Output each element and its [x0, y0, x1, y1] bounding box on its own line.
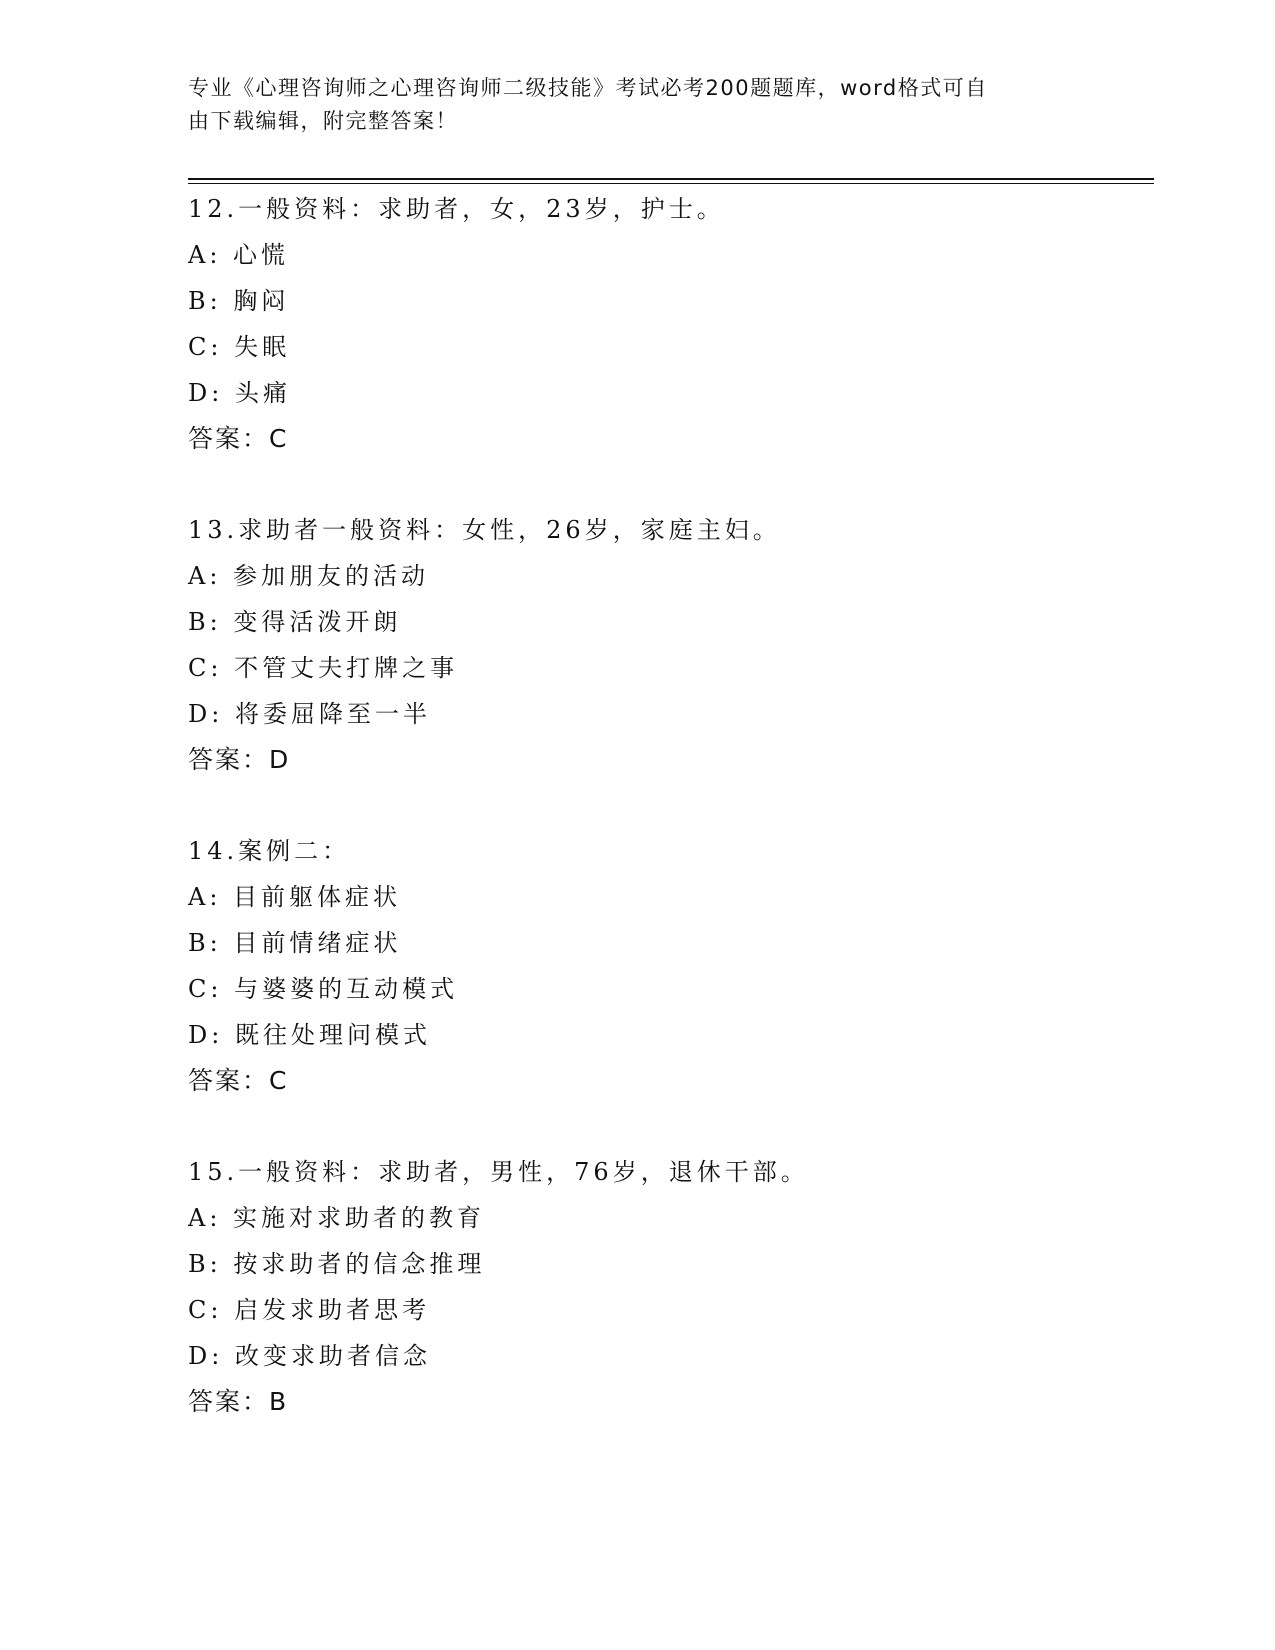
answer-line: 答案：C — [188, 1066, 289, 1095]
option-d: D: 改变求助者信念 — [188, 1342, 431, 1370]
answer-line: 答案：B — [188, 1387, 289, 1416]
question-13 — [188, 507, 1148, 783]
answer-line: 答案：D — [188, 745, 291, 774]
document-header — [188, 72, 1068, 138]
option-c: C: 与婆婆的互动模式 — [188, 975, 459, 1003]
option-a: A: 参加朋友的活动 — [188, 562, 430, 590]
question-15 — [188, 1149, 1148, 1425]
option-d: D: 头痛 — [188, 379, 291, 407]
option-b: B: 胸闷 — [188, 287, 290, 315]
option-c: C: 启发求助者思考 — [188, 1296, 431, 1324]
option-c: C: 不管丈夫打牌之事 — [188, 654, 459, 682]
header-line-2: 由下载编辑，附完整答案！ — [188, 109, 458, 133]
option-b: B: 按求助者的信念推理 — [188, 1250, 486, 1278]
option-d: D: 将委屈降至一半 — [188, 700, 431, 728]
option-c: C: 失眠 — [188, 333, 291, 361]
option-b: B: 目前情绪症状 — [188, 929, 402, 957]
question-12 — [188, 186, 1148, 462]
question-stem: 15.一般资料：求助者，男性，76岁，退休干部。 — [188, 1158, 809, 1186]
question-stem: 14.案例二： — [188, 837, 351, 865]
option-a: A: 实施对求助者的教育 — [188, 1204, 486, 1232]
option-a: A: 心慌 — [188, 241, 290, 269]
header-line-1: 专业《心理咨询师之心理咨询师二级技能》考试必考200题题库，word格式可自 — [188, 76, 988, 100]
header-divider-thin — [188, 183, 1154, 184]
question-14 — [188, 828, 1148, 1104]
option-d: D: 既往处理问模式 — [188, 1021, 431, 1049]
answer-line: 答案：C — [188, 424, 289, 453]
header-divider-thick — [188, 178, 1154, 180]
question-stem: 12.一般资料：求助者，女，23岁，护士。 — [188, 195, 725, 223]
option-b: B: 变得活泼开朗 — [188, 608, 402, 636]
option-a: A: 目前躯体症状 — [188, 883, 402, 911]
question-stem: 13.求助者一般资料：女性，26岁，家庭主妇。 — [188, 516, 781, 544]
